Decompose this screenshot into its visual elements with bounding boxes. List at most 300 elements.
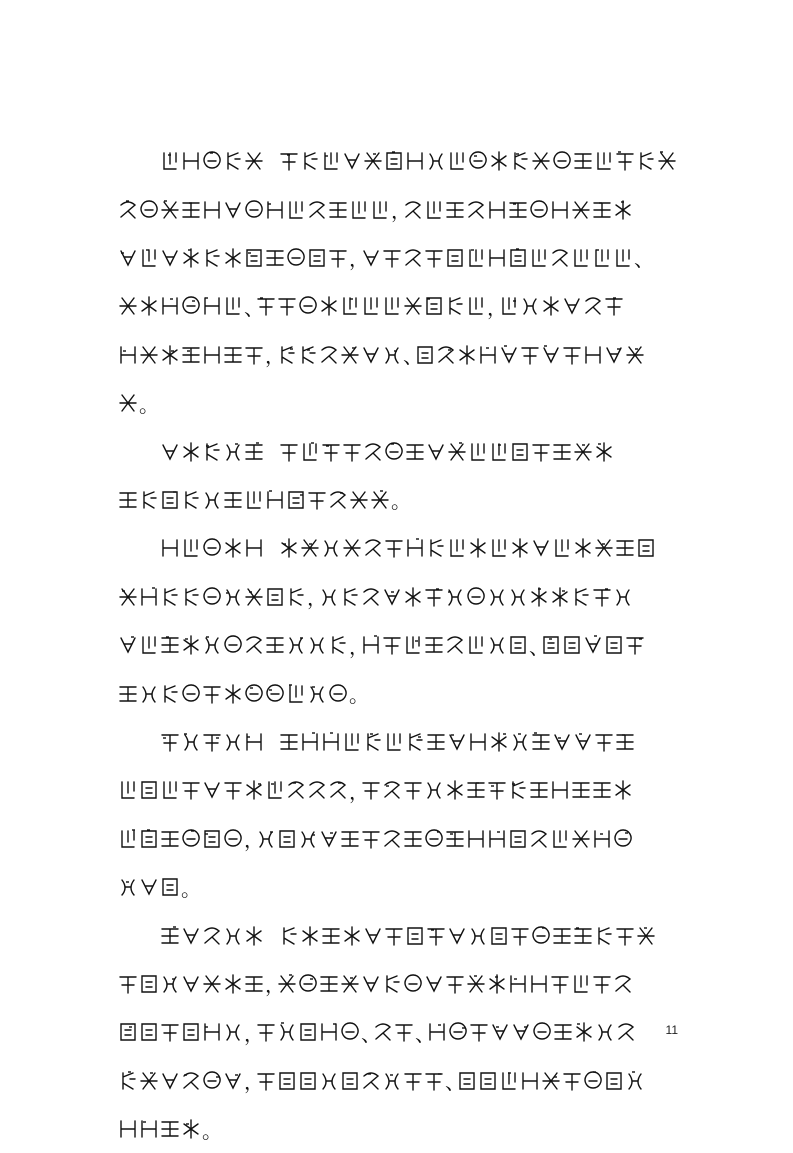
text-line bbox=[118, 282, 678, 330]
script-glyph bbox=[181, 634, 201, 656]
script-glyph bbox=[520, 344, 540, 366]
script-glyph bbox=[244, 586, 264, 608]
script-glyph bbox=[118, 1070, 138, 1092]
script-glyph bbox=[541, 1070, 561, 1092]
script-glyph bbox=[298, 344, 318, 366]
script-glyph bbox=[118, 634, 138, 656]
script-glyph bbox=[361, 344, 381, 366]
script-glyph bbox=[613, 973, 633, 995]
script-glyph bbox=[202, 683, 222, 705]
script-glyph bbox=[508, 828, 528, 850]
script-glyph bbox=[550, 828, 570, 850]
script-glyph bbox=[244, 683, 264, 705]
punctuation: ， bbox=[307, 586, 329, 611]
script-glyph bbox=[529, 247, 549, 269]
punctuation: ， bbox=[349, 634, 371, 659]
script-glyph bbox=[478, 1070, 498, 1092]
script-glyph bbox=[562, 1070, 582, 1092]
script-glyph bbox=[160, 828, 180, 850]
script-glyph bbox=[447, 731, 467, 753]
script-glyph bbox=[328, 489, 348, 511]
script-glyph bbox=[202, 973, 222, 995]
script-glyph bbox=[508, 199, 528, 221]
script-glyph bbox=[223, 150, 243, 172]
script-glyph bbox=[139, 828, 159, 850]
script-glyph bbox=[139, 295, 159, 317]
script-glyph bbox=[487, 828, 507, 850]
paragraph bbox=[118, 137, 678, 427]
script-glyph bbox=[447, 925, 467, 947]
script-glyph bbox=[415, 344, 435, 366]
script-glyph bbox=[118, 828, 138, 850]
script-glyph bbox=[118, 1021, 138, 1043]
script-glyph bbox=[160, 344, 180, 366]
script-glyph bbox=[139, 876, 159, 898]
script-glyph bbox=[139, 586, 159, 608]
script-glyph bbox=[529, 828, 549, 850]
script-glyph bbox=[427, 1021, 447, 1043]
script-glyph bbox=[424, 973, 444, 995]
script-glyph bbox=[487, 779, 507, 801]
script-glyph bbox=[265, 199, 285, 221]
script-glyph bbox=[319, 295, 339, 317]
punctuation: 、 bbox=[445, 1070, 467, 1095]
script-glyph bbox=[448, 1021, 468, 1043]
script-glyph bbox=[139, 1021, 159, 1043]
script-glyph bbox=[139, 973, 159, 995]
script-glyph bbox=[328, 683, 348, 705]
script-glyph bbox=[403, 199, 423, 221]
script-glyph bbox=[424, 1070, 444, 1092]
script-glyph bbox=[223, 634, 243, 656]
script-glyph bbox=[489, 537, 509, 559]
script-glyph bbox=[160, 489, 180, 511]
script-glyph bbox=[256, 1070, 276, 1092]
script-glyph bbox=[181, 683, 201, 705]
script-glyph bbox=[615, 731, 635, 753]
script-glyph bbox=[181, 441, 201, 463]
script-glyph bbox=[300, 441, 320, 463]
script-glyph bbox=[571, 779, 591, 801]
punctuation: 。 bbox=[202, 1118, 224, 1143]
script-glyph bbox=[573, 925, 593, 947]
script-glyph bbox=[244, 441, 264, 463]
script-glyph bbox=[445, 247, 465, 269]
script-glyph bbox=[403, 247, 423, 269]
punctuation: ， bbox=[265, 344, 287, 369]
script-glyph bbox=[160, 150, 180, 172]
script-glyph bbox=[490, 1021, 510, 1043]
script-glyph bbox=[511, 1021, 531, 1043]
script-glyph bbox=[244, 779, 264, 801]
script-glyph bbox=[307, 199, 327, 221]
script-glyph bbox=[531, 731, 551, 753]
script-glyph bbox=[340, 344, 360, 366]
script-glyph bbox=[139, 344, 159, 366]
script-glyph bbox=[307, 247, 327, 269]
punctuation: 、 bbox=[529, 634, 551, 659]
script-glyph bbox=[342, 731, 362, 753]
punctuation: ， bbox=[244, 828, 266, 853]
script-glyph bbox=[139, 779, 159, 801]
punctuation: ， bbox=[244, 1070, 266, 1095]
script-glyph bbox=[382, 973, 402, 995]
script-glyph bbox=[403, 973, 423, 995]
script-glyph bbox=[319, 1021, 339, 1043]
script-glyph bbox=[424, 586, 444, 608]
script-glyph bbox=[181, 779, 201, 801]
text-line bbox=[118, 137, 678, 185]
script-glyph bbox=[277, 828, 297, 850]
script-glyph bbox=[181, 1070, 201, 1092]
script-glyph bbox=[286, 683, 306, 705]
text-line bbox=[118, 1105, 678, 1153]
script-glyph bbox=[244, 731, 264, 753]
script-glyph bbox=[592, 828, 612, 850]
script-glyph bbox=[394, 1021, 414, 1043]
script-glyph bbox=[202, 731, 222, 753]
script-glyph bbox=[118, 1118, 138, 1140]
script-glyph bbox=[181, 150, 201, 172]
script-glyph bbox=[436, 344, 456, 366]
text-line bbox=[118, 863, 678, 911]
script-glyph bbox=[508, 247, 528, 269]
script-glyph bbox=[363, 537, 383, 559]
script-glyph bbox=[529, 586, 549, 608]
script-glyph bbox=[541, 344, 561, 366]
script-glyph bbox=[202, 150, 222, 172]
script-glyph bbox=[531, 150, 551, 172]
script-glyph bbox=[466, 295, 486, 317]
script-glyph bbox=[181, 489, 201, 511]
script-glyph bbox=[277, 973, 297, 995]
script-glyph bbox=[160, 683, 180, 705]
punctuation: ， bbox=[349, 779, 371, 804]
script-glyph bbox=[307, 779, 327, 801]
script-glyph bbox=[160, 1021, 180, 1043]
script-glyph bbox=[265, 247, 285, 269]
script-glyph bbox=[223, 731, 243, 753]
script-glyph bbox=[489, 925, 509, 947]
script-glyph bbox=[594, 731, 614, 753]
script-glyph bbox=[286, 247, 306, 269]
script-glyph bbox=[382, 779, 402, 801]
script-glyph bbox=[478, 344, 498, 366]
script-glyph bbox=[384, 731, 404, 753]
script-glyph bbox=[571, 199, 591, 221]
script-glyph bbox=[426, 731, 446, 753]
script-glyph bbox=[256, 295, 276, 317]
script-glyph bbox=[510, 925, 530, 947]
script-glyph bbox=[244, 973, 264, 995]
script-glyph bbox=[202, 586, 222, 608]
script-glyph bbox=[594, 925, 614, 947]
script-glyph bbox=[340, 295, 360, 317]
punctuation: 。 bbox=[391, 489, 413, 514]
script-glyph bbox=[571, 973, 591, 995]
script-glyph bbox=[426, 925, 446, 947]
script-glyph bbox=[604, 295, 624, 317]
script-glyph bbox=[319, 1070, 339, 1092]
script-glyph bbox=[573, 150, 593, 172]
script-glyph bbox=[202, 295, 222, 317]
script-glyph bbox=[510, 441, 530, 463]
script-glyph bbox=[489, 150, 509, 172]
script-glyph bbox=[277, 295, 297, 317]
script-glyph bbox=[277, 1021, 297, 1043]
script-glyph bbox=[223, 973, 243, 995]
script-glyph bbox=[508, 634, 528, 656]
script-glyph bbox=[613, 247, 633, 269]
script-glyph bbox=[244, 489, 264, 511]
script-glyph bbox=[202, 779, 222, 801]
script-glyph bbox=[265, 489, 285, 511]
paragraph bbox=[118, 427, 678, 524]
text-line bbox=[118, 185, 678, 233]
script-glyph bbox=[181, 828, 201, 850]
script-glyph bbox=[382, 1070, 402, 1092]
script-glyph bbox=[160, 441, 180, 463]
script-glyph bbox=[139, 247, 159, 269]
script-glyph bbox=[244, 199, 264, 221]
script-glyph bbox=[328, 634, 348, 656]
script-glyph bbox=[160, 295, 180, 317]
script-glyph bbox=[277, 344, 297, 366]
script-glyph bbox=[298, 973, 318, 995]
script-glyph bbox=[181, 1021, 201, 1043]
script-glyph bbox=[615, 537, 635, 559]
script-glyph bbox=[286, 779, 306, 801]
script-glyph bbox=[571, 247, 591, 269]
script-glyph bbox=[118, 489, 138, 511]
script-glyph bbox=[531, 925, 551, 947]
script-glyph bbox=[636, 925, 656, 947]
script-glyph bbox=[223, 1021, 243, 1043]
script-glyph bbox=[615, 150, 635, 172]
script-glyph bbox=[139, 1118, 159, 1140]
script-glyph bbox=[160, 199, 180, 221]
script-glyph bbox=[181, 731, 201, 753]
script-glyph bbox=[571, 586, 591, 608]
script-glyph bbox=[445, 199, 465, 221]
text-line bbox=[118, 427, 678, 475]
script-glyph bbox=[613, 586, 633, 608]
script-glyph bbox=[321, 537, 341, 559]
text-line bbox=[118, 718, 678, 766]
script-glyph bbox=[328, 779, 348, 801]
script-glyph bbox=[403, 295, 423, 317]
text-line bbox=[118, 621, 678, 669]
script-glyph bbox=[510, 537, 530, 559]
script-glyph bbox=[223, 247, 243, 269]
script-glyph bbox=[466, 634, 486, 656]
text-line bbox=[118, 379, 678, 427]
script-glyph bbox=[592, 973, 612, 995]
script-glyph bbox=[592, 199, 612, 221]
script-glyph bbox=[202, 925, 222, 947]
script-glyph bbox=[160, 876, 180, 898]
script-glyph bbox=[363, 731, 383, 753]
script-glyph bbox=[403, 1070, 423, 1092]
punctuation: 。 bbox=[349, 683, 371, 708]
punctuation: 、 bbox=[415, 1021, 437, 1046]
script-glyph bbox=[118, 779, 138, 801]
text-line bbox=[118, 1008, 678, 1056]
script-glyph bbox=[223, 925, 243, 947]
script-glyph bbox=[361, 828, 381, 850]
script-glyph bbox=[328, 247, 348, 269]
script-glyph bbox=[223, 489, 243, 511]
script-glyph bbox=[426, 441, 446, 463]
script-glyph bbox=[340, 586, 360, 608]
script-glyph bbox=[447, 150, 467, 172]
script-glyph bbox=[202, 344, 222, 366]
script-glyph bbox=[223, 441, 243, 463]
script-glyph bbox=[223, 828, 243, 850]
script-glyph bbox=[277, 1070, 297, 1092]
paragraph bbox=[118, 911, 678, 1153]
script-glyph bbox=[223, 1070, 243, 1092]
script-glyph bbox=[202, 1070, 222, 1092]
script-glyph bbox=[244, 634, 264, 656]
script-glyph bbox=[244, 247, 264, 269]
script-glyph bbox=[445, 586, 465, 608]
script-glyph bbox=[499, 295, 519, 317]
script-glyph bbox=[445, 634, 465, 656]
paragraph bbox=[118, 524, 678, 718]
text-line bbox=[118, 960, 678, 1008]
script-glyph bbox=[499, 344, 519, 366]
script-glyph bbox=[487, 247, 507, 269]
script-glyph bbox=[363, 925, 383, 947]
script-glyph bbox=[342, 150, 362, 172]
script-glyph bbox=[361, 247, 381, 269]
script-glyph bbox=[340, 1070, 360, 1092]
script-glyph bbox=[202, 441, 222, 463]
script-glyph bbox=[340, 1021, 360, 1043]
script-glyph bbox=[202, 537, 222, 559]
script-glyph bbox=[424, 295, 444, 317]
script-glyph bbox=[583, 344, 603, 366]
script-glyph bbox=[613, 828, 633, 850]
script-glyph bbox=[466, 586, 486, 608]
script-glyph bbox=[244, 537, 264, 559]
script-glyph bbox=[625, 344, 645, 366]
script-glyph bbox=[223, 295, 243, 317]
script-glyph bbox=[520, 295, 540, 317]
script-glyph bbox=[361, 973, 381, 995]
script-glyph bbox=[445, 973, 465, 995]
script-glyph bbox=[466, 779, 486, 801]
script-glyph bbox=[279, 150, 299, 172]
script-glyph bbox=[298, 828, 318, 850]
script-glyph bbox=[244, 925, 264, 947]
script-glyph bbox=[181, 537, 201, 559]
script-glyph bbox=[403, 586, 423, 608]
punctuation: ， bbox=[487, 295, 509, 320]
script-glyph bbox=[363, 441, 383, 463]
script-glyph bbox=[223, 779, 243, 801]
script-glyph bbox=[424, 634, 444, 656]
script-glyph bbox=[466, 247, 486, 269]
script-glyph bbox=[615, 925, 635, 947]
script-glyph bbox=[298, 1070, 318, 1092]
script-glyph bbox=[594, 537, 614, 559]
script-glyph bbox=[520, 1070, 540, 1092]
script-glyph bbox=[223, 199, 243, 221]
script-glyph bbox=[468, 731, 488, 753]
script-glyph bbox=[265, 779, 285, 801]
script-glyph bbox=[202, 199, 222, 221]
script-glyph bbox=[286, 634, 306, 656]
script-glyph bbox=[265, 683, 285, 705]
script-glyph bbox=[139, 683, 159, 705]
script-glyph bbox=[321, 731, 341, 753]
script-glyph bbox=[616, 1021, 636, 1043]
script-glyph bbox=[384, 150, 404, 172]
script-glyph bbox=[160, 973, 180, 995]
script-glyph bbox=[552, 441, 572, 463]
script-glyph bbox=[550, 586, 570, 608]
punctuation: ， bbox=[349, 247, 371, 272]
script-glyph bbox=[160, 586, 180, 608]
script-glyph bbox=[160, 1070, 180, 1092]
script-glyph bbox=[447, 537, 467, 559]
script-glyph bbox=[279, 731, 299, 753]
script-glyph bbox=[552, 150, 572, 172]
script-glyph bbox=[202, 489, 222, 511]
script-glyph bbox=[531, 537, 551, 559]
script-glyph bbox=[181, 1118, 201, 1140]
script-glyph bbox=[445, 295, 465, 317]
script-glyph bbox=[319, 973, 339, 995]
script-glyph bbox=[469, 1021, 489, 1043]
script-glyph bbox=[160, 634, 180, 656]
script-glyph bbox=[286, 586, 306, 608]
script-glyph bbox=[445, 828, 465, 850]
script-glyph bbox=[550, 779, 570, 801]
script-glyph bbox=[286, 199, 306, 221]
script-glyph bbox=[574, 1021, 594, 1043]
script-glyph bbox=[550, 973, 570, 995]
script-glyph bbox=[573, 731, 593, 753]
script-glyph bbox=[604, 634, 624, 656]
script-glyph bbox=[300, 150, 320, 172]
script-glyph bbox=[361, 586, 381, 608]
script-glyph bbox=[592, 247, 612, 269]
script-glyph bbox=[382, 586, 402, 608]
punctuation: ， bbox=[244, 1021, 266, 1046]
script-glyph bbox=[342, 925, 362, 947]
script-glyph bbox=[181, 295, 201, 317]
punctuation: ， bbox=[391, 199, 413, 224]
punctuation: 。 bbox=[181, 876, 203, 901]
script-glyph bbox=[298, 1021, 318, 1043]
script-glyph bbox=[594, 441, 614, 463]
script-glyph bbox=[541, 295, 561, 317]
script-glyph bbox=[300, 537, 320, 559]
script-glyph bbox=[531, 441, 551, 463]
script-glyph bbox=[403, 828, 423, 850]
script-glyph bbox=[223, 537, 243, 559]
script-glyph bbox=[139, 489, 159, 511]
script-glyph bbox=[118, 392, 138, 414]
script-glyph bbox=[424, 828, 444, 850]
script-glyph bbox=[319, 344, 339, 366]
script-glyph bbox=[160, 925, 180, 947]
script-glyph bbox=[553, 1021, 573, 1043]
script-glyph bbox=[384, 537, 404, 559]
